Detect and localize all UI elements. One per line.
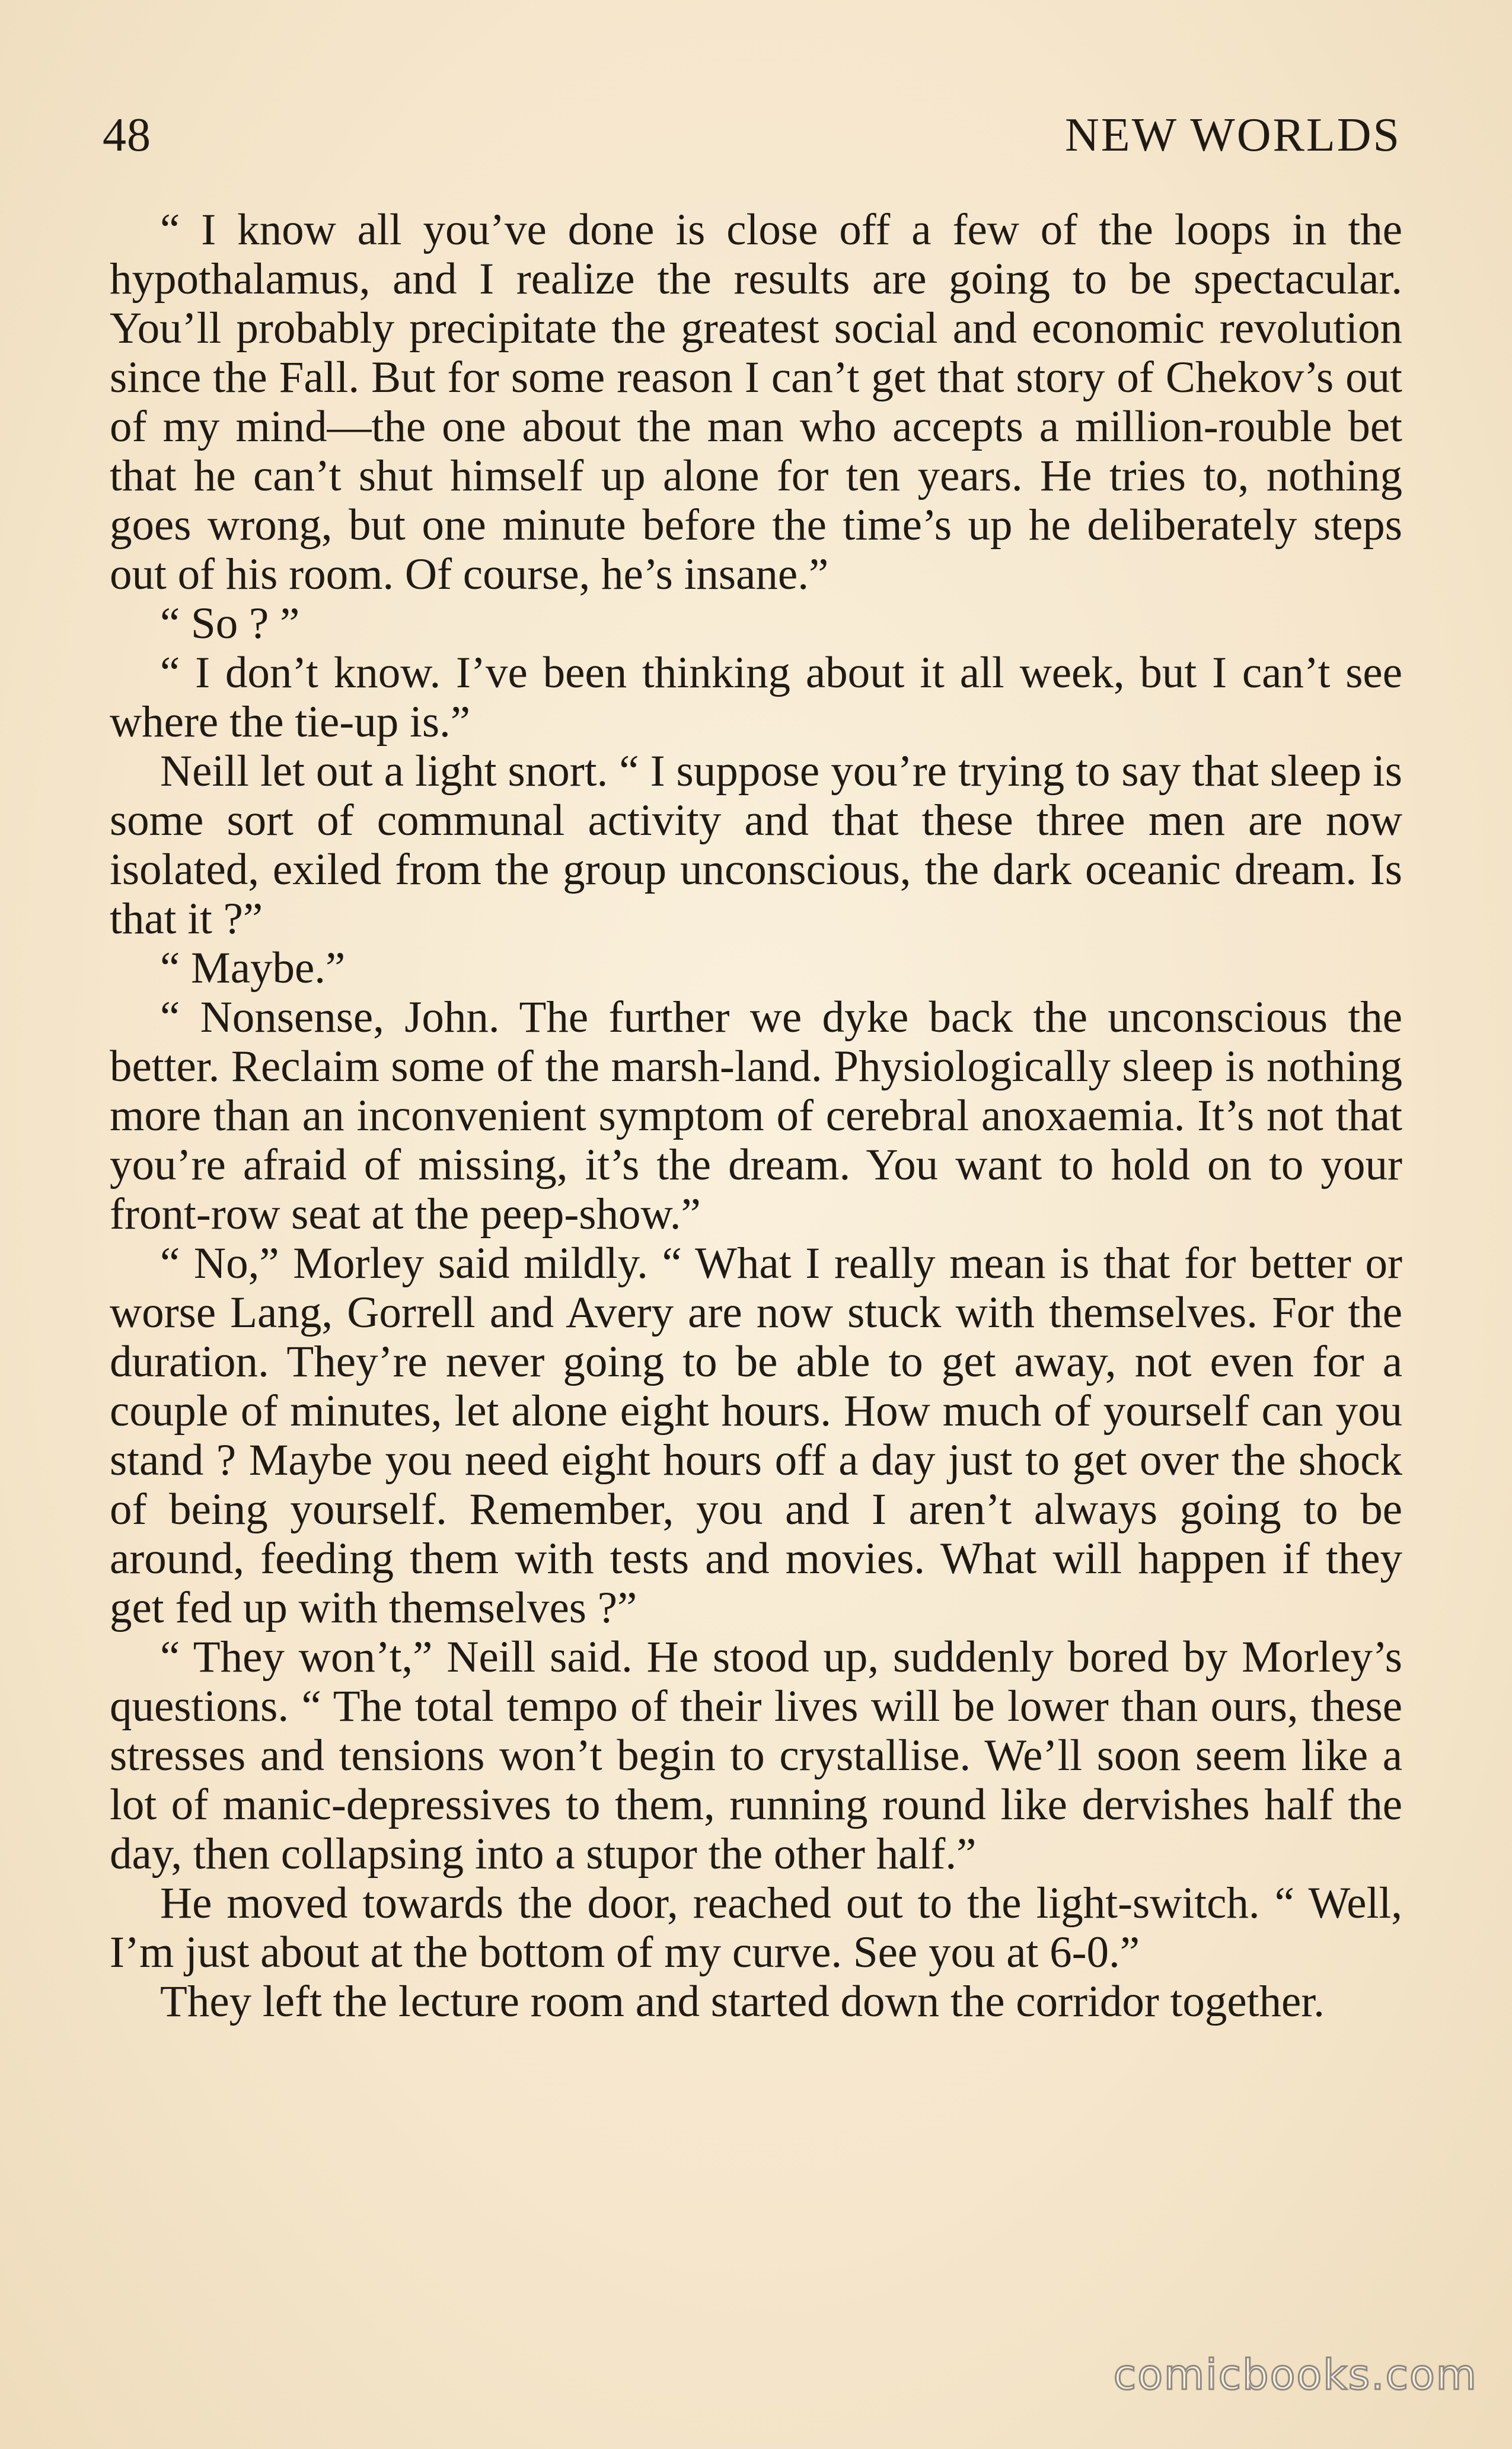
paragraph: “ Nonsense, John. The further we dyke back the unconscious the better. Reclaim some of the marsh-land. Physiologically sleep is nothing more than an inconvenient symptom of cerebral anoxaemia. It’s not that you’re afraid of missing, it’s the dream. You want to hold on to your front-row seat at the peep-show.” bbox=[110, 993, 1402, 1239]
paragraph: They left the lecture room and started down the corridor together. bbox=[160, 1977, 1325, 2026]
body-text bbox=[110, 205, 1402, 2026]
running-title: NEW WORLDS bbox=[1064, 109, 1401, 161]
paragraph: “ Maybe.” bbox=[160, 943, 346, 993]
paragraph: “ No,” Morley said mildly. “ What I really mean is that for better or worse Lang, Gorrell and Avery are now stuck with themselves. For the duration. They’re never going to be able to get away, not even for a couple of minutes, let alone eight hours. How much of yourself can you stand ? Maybe you need eight hours off a day just to get over the shock of being yourself. Remember, you and I aren’t always going to be around, feeding them with tests and movies. What will happen if they get fed up with themselves ?” bbox=[110, 1239, 1402, 1632]
watermark: comicbooks.com bbox=[1113, 2351, 1478, 2399]
paragraph: “ So ? ” bbox=[160, 599, 300, 648]
page-number: 48 bbox=[103, 109, 151, 161]
paragraph: “ They won’t,” Neill said. He stood up, suddenly bored by Morley’s questions. “ The total tempo of their lives will be lower than ours, these stresses and tensions won’t begin to crystallise. We’ll soon seem like a lot of manic-depressives to them, running round like dervishes half the day, then collapsing into a stupor the other half.” bbox=[110, 1632, 1402, 1879]
paragraph: “ I know all you’ve done is close off a few of the loops in the hypothalamus, and I realize the results are going to be spectacular. You’ll probably precipitate the greatest social and economic revolution since the Fall. But for some reason I can’t get that story of Chekov’s out of my mind—the one about the man who accepts a million-rouble bet that he can’t shut himself up alone for ten years. He tries to, nothing goes wrong, but one minute before the time’s up he deliberately steps out of his room. Of course, he’s insane.” bbox=[110, 205, 1402, 599]
paragraph: He moved towards the door, reached out to the light-switch. “ Well, I’m just about at the bottom of my curve. See you at 6-0.” bbox=[110, 1879, 1402, 1977]
paragraph: “ I don’t know. I’ve been thinking about it all week, but I can’t see where the tie-up is.” bbox=[110, 648, 1402, 747]
page-header bbox=[103, 106, 1401, 165]
paragraph: Neill let out a light snort. “ I suppose you’re trying to say that sleep is some sort of communal activity and that these three men are now isolated, exiled from the group unconscious, the dark oceanic dream. Is that it ?” bbox=[110, 747, 1402, 943]
